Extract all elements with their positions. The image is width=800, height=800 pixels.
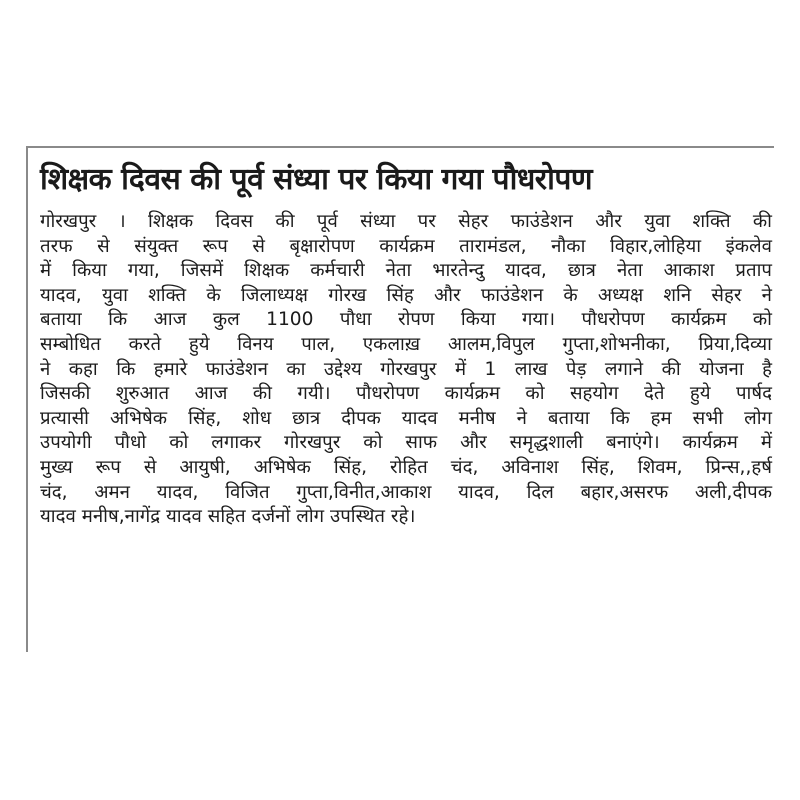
- article-line: बताया कि आज कुल 1100 पौधा रोपण किया गया। पौधरोपण कार्यक्रम को: [40, 309, 772, 331]
- article-line: में किया गया, जिसमें शिक्षक कर्मचारी नेता भारतेन्दु यादव, छात्र नेता आकाश प्रताप: [40, 260, 772, 282]
- article-line: मुख्य रूप से आयुषी, अभिषेक सिंह, रोहित चंद, अविनाश सिंह, शिवम, प्रिन्स,,हर्ष: [40, 456, 772, 478]
- article-body: [40, 210, 772, 530]
- article-line: ने कहा कि हमारे फाउंडेशन का उद्देश्य गोरखपुर में 1 लाख पेड़ लगाने की योजना है: [40, 358, 772, 380]
- clipping-top-rule: [26, 146, 774, 148]
- article-line: प्रत्यासी अभिषेक सिंह, शोध छात्र दीपक यादव मनीष ने बताया कि हम सभी लोग: [40, 407, 772, 429]
- clipping-left-rule: [26, 146, 28, 652]
- article-headline: शिक्षक दिवस की पूर्व संध्या पर किया गया पौधरोपण: [40, 162, 593, 197]
- article-line: यादव मनीष,नागेंद्र यादव सहित दर्जनों लोग उपस्थित रहे।: [40, 506, 416, 528]
- news-clipping: [26, 146, 776, 652]
- article-line: यादव, युवा शक्ति के जिलाध्यक्ष गोरख सिंह और फाउंडेशन के अध्यक्ष शनि सेहर ने: [40, 284, 772, 306]
- article-line: तरफ से संयुक्त रूप से बृक्षारोपण कार्यक्रम तारामंडल, नौका विहार,लोहिया इंकलेव: [40, 235, 772, 257]
- article-line: चंद, अमन यादव, विजित गुप्ता,विनीत,आकाश यादव, दिल बहार,असरफ अली,दीपक: [40, 481, 772, 503]
- article-line: जिसकी शुरुआत आज की गयी। पौधरोपण कार्यक्रम को सहयोग देते हुये पार्षद: [40, 383, 772, 405]
- article-line: सम्बोधित करते हुये विनय पाल, एकलाख़ आलम,विपुल गुप्ता,शोभनीका, प्रिया,दिव्या: [40, 333, 772, 355]
- article-line: उपयोगी पौधो को लगाकर गोरखपुर को साफ और समृद्धशाली बनाएंगे। कार्यक्रम में: [40, 432, 772, 454]
- article-line: गोरखपुर । शिक्षक दिवस की पूर्व संध्या पर सेहर फाउंडेशन और युवा शक्ति की: [40, 211, 772, 232]
